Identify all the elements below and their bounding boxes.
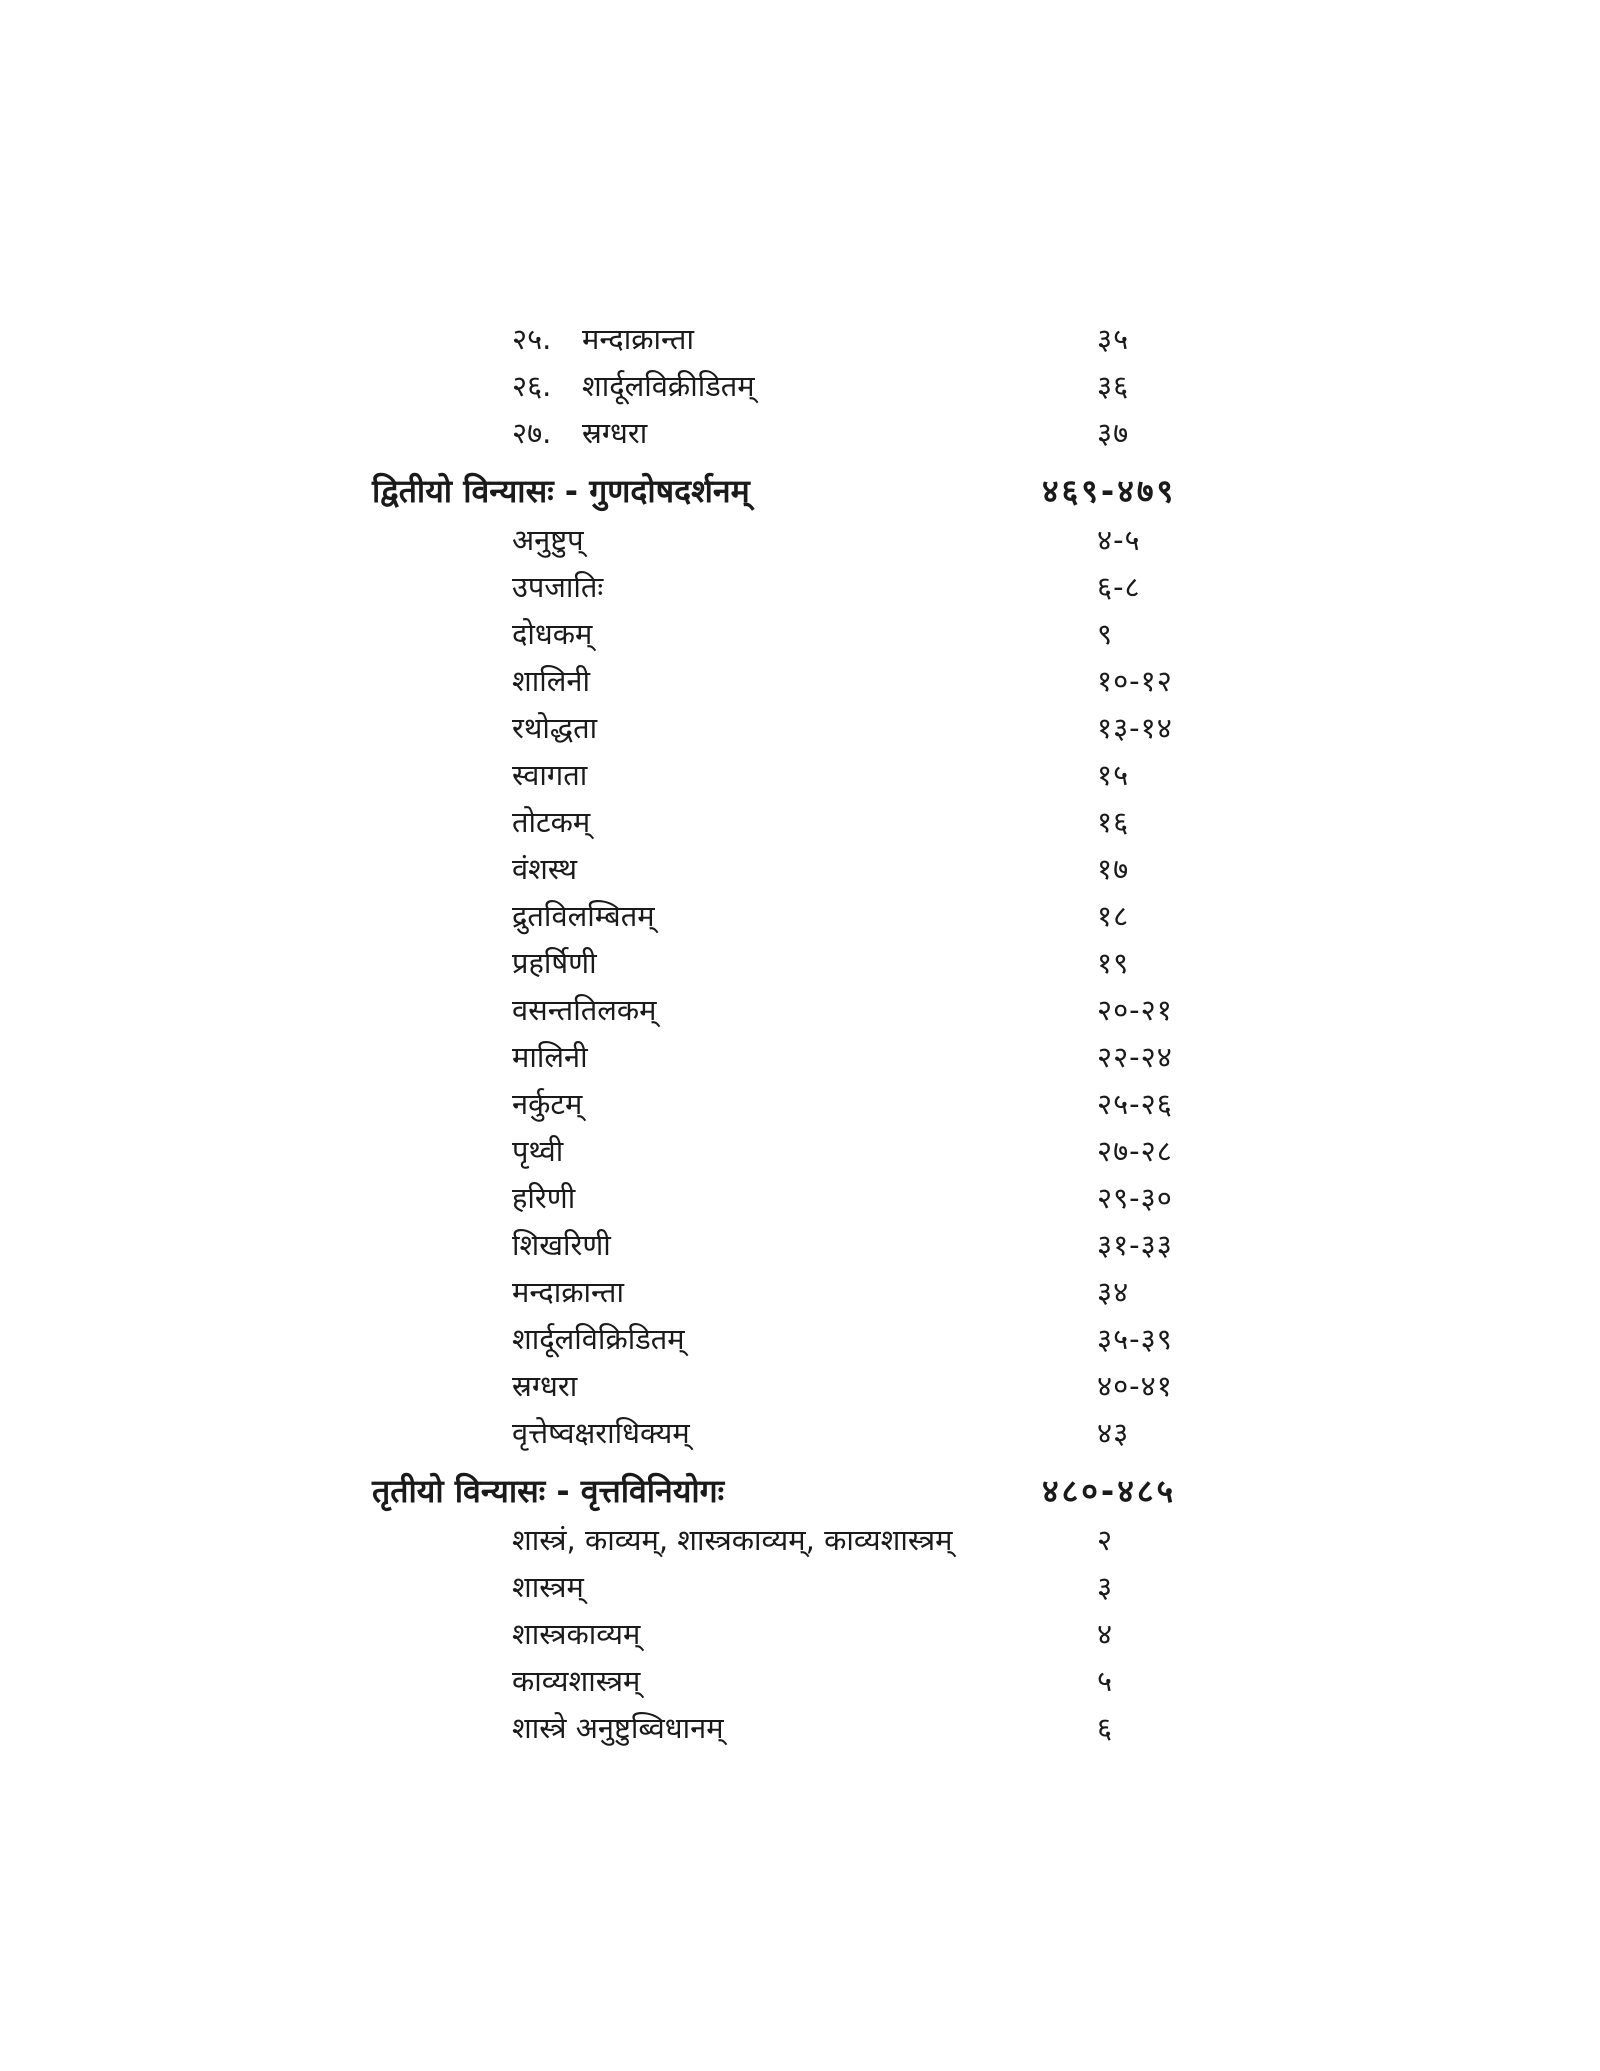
entry-number: २५. xyxy=(512,322,552,356)
toc-entry xyxy=(372,705,1232,752)
entry-pages: ९ xyxy=(1097,617,1114,651)
entry-label: उपजातिः xyxy=(512,570,604,604)
toc-entry xyxy=(372,1128,1232,1175)
section-pages: ४८०-४८५ xyxy=(1042,1472,1177,1510)
toc-entry xyxy=(372,316,1232,363)
entry-pages: ४ xyxy=(1097,1617,1114,1651)
entry-pages: ५ xyxy=(1097,1664,1114,1698)
toc-entry xyxy=(372,1658,1232,1705)
toc-entry xyxy=(372,564,1232,611)
entry-pages: ३५-३९ xyxy=(1097,1322,1173,1356)
entry-label: मन्दाक्रान्ता xyxy=(512,1275,624,1309)
toc-entry xyxy=(372,1564,1232,1611)
entry-pages: ३५ xyxy=(1097,322,1130,356)
toc-entry xyxy=(372,1222,1232,1269)
entry-label: शास्त्रे अनुष्टुब्विधानम् xyxy=(512,1711,724,1745)
entry-pages: १७ xyxy=(1097,852,1130,886)
entry-pages: १८ xyxy=(1097,899,1130,933)
entry-pages: ३४ xyxy=(1097,1275,1130,1309)
toc-entry xyxy=(372,987,1232,1034)
entry-label: शास्त्रम् xyxy=(512,1570,584,1604)
entry-label: स्वागता xyxy=(512,758,588,792)
toc-entry xyxy=(372,517,1232,564)
entry-label: द्रुतविलम्बितम् xyxy=(512,899,655,933)
toc-entry xyxy=(372,410,1232,457)
entry-label: तोटकम् xyxy=(512,805,591,839)
entry-pages: ६ xyxy=(1097,1711,1114,1745)
toc-entry xyxy=(372,1081,1232,1128)
entry-label: शास्त्रं, काव्यम्, शास्त्रकाव्यम्, काव्यशास्त्रम् xyxy=(512,1523,953,1557)
entry-pages: १६ xyxy=(1097,805,1130,839)
toc-entry xyxy=(372,658,1232,705)
entry-label: काव्यशास्त्रम् xyxy=(512,1664,641,1698)
entry-label: स्रग्धरा xyxy=(512,1369,578,1403)
section-title: तृतीयो विन्यासः - वृत्तविनियोगः xyxy=(372,1472,725,1510)
entry-pages: ४-५ xyxy=(1097,523,1141,557)
entry-pages: २०-२१ xyxy=(1097,993,1173,1027)
section-heading xyxy=(372,465,1232,517)
entry-label: शार्दूलविक्रीडितम् xyxy=(582,369,755,403)
entry-pages: २ xyxy=(1097,1523,1114,1557)
entry-label: नर्कुटम् xyxy=(512,1087,583,1121)
entry-number: २७. xyxy=(512,416,552,450)
toc-entry xyxy=(372,846,1232,893)
entry-label: शिखरिणी xyxy=(512,1228,611,1262)
entry-pages: २२-२४ xyxy=(1097,1040,1173,1074)
entry-label: मालिनी xyxy=(512,1040,588,1074)
toc-entry xyxy=(372,752,1232,799)
entry-label: शालिनी xyxy=(512,664,591,698)
entry-pages: ३ xyxy=(1097,1570,1114,1604)
toc-entry xyxy=(372,1175,1232,1222)
entry-pages: ६-८ xyxy=(1097,570,1141,604)
entry-label: वंशस्थ xyxy=(512,852,578,886)
entry-label: वृत्तेष्वक्षराधिक्यम् xyxy=(512,1416,690,1450)
toc-entry xyxy=(372,1705,1232,1752)
section-tritiya xyxy=(372,1465,1232,1752)
entry-pages: १०-१२ xyxy=(1097,664,1173,698)
entry-pages: २५-२६ xyxy=(1097,1087,1173,1121)
section-dvitiya xyxy=(372,465,1232,1457)
entry-pages: २९-३० xyxy=(1097,1181,1173,1215)
entry-label: दोधकम् xyxy=(512,617,593,651)
entry-pages: १३-१४ xyxy=(1097,711,1173,745)
entry-pages: २७-२८ xyxy=(1097,1134,1173,1168)
entry-label: वसन्ततिलकम् xyxy=(512,993,657,1027)
entry-label: शार्दूलविक्रिडितम् xyxy=(512,1322,685,1356)
toc-entry xyxy=(372,1517,1232,1564)
toc-entry xyxy=(372,940,1232,987)
entry-label: शास्त्रकाव्यम् xyxy=(512,1617,641,1651)
entry-pages: ३७ xyxy=(1097,416,1130,450)
toc-entry xyxy=(372,893,1232,940)
entry-label: हरिणी xyxy=(512,1181,576,1215)
entry-pages: ३६ xyxy=(1097,369,1130,403)
entry-label: प्रहर्षिणी xyxy=(512,946,597,980)
table-of-contents xyxy=(372,316,1232,1758)
toc-entry xyxy=(372,363,1232,410)
entry-label: मन्दाक्रान्ता xyxy=(582,322,694,356)
entry-label: पृथ्वी xyxy=(512,1134,564,1168)
entry-pages: ४३ xyxy=(1097,1416,1130,1450)
toc-entry xyxy=(372,611,1232,658)
toc-entry xyxy=(372,1363,1232,1410)
entry-label: स्रग्धरा xyxy=(582,416,648,450)
toc-entry xyxy=(372,1611,1232,1658)
entry-pages: ४०-४१ xyxy=(1097,1369,1173,1403)
entry-pages: ३१-३३ xyxy=(1097,1228,1173,1262)
toc-entry xyxy=(372,1316,1232,1363)
entry-pages: १५ xyxy=(1097,758,1130,792)
section-heading xyxy=(372,1465,1232,1517)
section-title: द्वितीयो विन्यासः - गुणदोषदर्शनम् xyxy=(372,472,750,510)
section-pages: ४६९-४७९ xyxy=(1042,472,1177,510)
toc-entry xyxy=(372,1269,1232,1316)
entry-pages: १९ xyxy=(1097,946,1130,980)
entry-label: रथोद्धता xyxy=(512,711,598,745)
entry-number: २६. xyxy=(512,369,552,403)
toc-entry xyxy=(372,1034,1232,1081)
toc-entry xyxy=(372,1410,1232,1457)
entry-label: अनुष्टुप् xyxy=(512,523,584,557)
toc-entry xyxy=(372,799,1232,846)
